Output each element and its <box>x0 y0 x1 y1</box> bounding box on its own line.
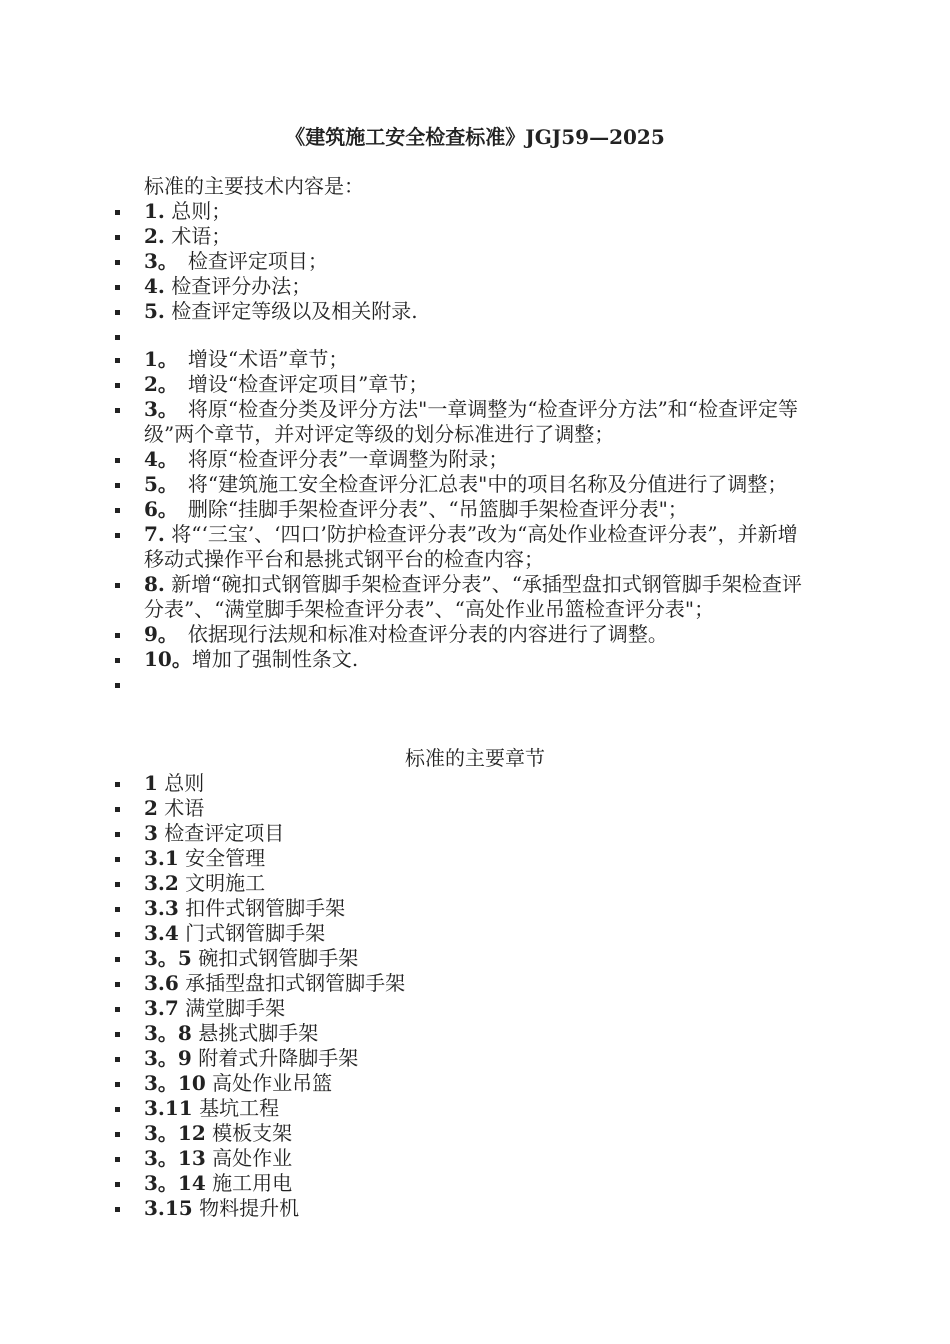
item-number: 3.3 <box>144 896 179 920</box>
item-text: 附着式升降脚手架 <box>191 1046 359 1070</box>
item-number: 8. <box>144 572 165 596</box>
item-number: 2. <box>144 224 165 248</box>
item-text: 增设“检查评定项目”章节； <box>167 372 429 396</box>
item-text: 文明施工 <box>178 871 266 895</box>
list-item <box>0 672 804 697</box>
item-text: 检查评定项目 <box>157 821 285 845</box>
item-text: 悬挑式脚手架 <box>191 1021 319 1045</box>
item-number: 1 <box>144 771 158 795</box>
item-text: 总则； <box>164 199 232 223</box>
item-text: 模板支架 <box>205 1121 293 1145</box>
list-item <box>0 522 804 572</box>
list-item <box>0 821 804 846</box>
item-text: 增加了强制性条文. <box>191 647 359 671</box>
item-number: 3。9 <box>144 1046 192 1070</box>
item-text: 施工用电 <box>205 1171 293 1195</box>
list-item <box>0 1146 804 1171</box>
chapters-heading: 标准的主要章节 <box>405 746 545 770</box>
item-number: 3.1 <box>144 846 179 870</box>
list-item <box>0 572 804 622</box>
list-item <box>0 1021 804 1046</box>
list-item <box>0 946 804 971</box>
list-item <box>0 1071 804 1096</box>
list-item <box>0 1121 804 1146</box>
item-text: 物料提升机 <box>192 1196 300 1220</box>
item-number: 3。13 <box>144 1146 206 1170</box>
item-text: 高处作业 <box>205 1146 293 1170</box>
item-text: 依据现行法规和标准对检查评分表的内容进行了调整。 <box>167 622 668 646</box>
list-item <box>0 397 804 447</box>
item-number: 3。 <box>144 249 168 273</box>
item-text: 将原“检查分类及评分方法"一章调整为“检查评分方法”和“检查评定等级”两个章节，并对评定等级的划分标准进行了调整； <box>144 397 799 446</box>
item-number: 3.11 <box>144 1096 193 1120</box>
list-item <box>0 347 804 372</box>
list-item <box>0 1196 804 1221</box>
item-text: 新增“碗扣式钢管脚手架检查评分表”、“承插型盘扣式钢管脚手架检查评分表”、“满堂脚手架检查评分表”、“高处作业吊篮检查评分表"； <box>144 572 802 621</box>
item-text: 安全管理 <box>178 846 266 870</box>
item-number: 3。 <box>144 397 168 421</box>
item-number: 3。8 <box>144 1021 192 1045</box>
item-text: 总则 <box>157 771 205 795</box>
item-number: 7. <box>144 522 165 546</box>
item-number: 1。 <box>144 347 168 371</box>
item-text: 检查评定项目； <box>167 249 328 273</box>
list-item <box>0 921 804 946</box>
list-item <box>0 1096 804 1121</box>
item-text: 删除“挂脚手架检查评分表”、“吊篮脚手架检查评分表"； <box>167 497 688 521</box>
item-text: 基坑工程 <box>192 1096 280 1120</box>
item-number: 3.15 <box>144 1196 193 1220</box>
list-item <box>0 497 804 522</box>
item-number: 3。5 <box>144 946 192 970</box>
list-item <box>0 249 804 274</box>
list-item <box>0 472 804 497</box>
list-item <box>0 1046 804 1071</box>
chapters-list <box>0 771 950 1221</box>
list-item <box>0 846 804 871</box>
item-text: 将“‘三宝’、‘四口’防护检查评分表”改为“高处作业检查评分表”，并新增移动式操作平台和悬挑式钢平台的检查内容； <box>144 522 798 571</box>
item-number: 3。10 <box>144 1071 206 1095</box>
item-number: 3.7 <box>144 996 179 1020</box>
item-number: 6。 <box>144 497 168 521</box>
technical-contents-list <box>0 199 950 349</box>
item-number: 9。 <box>144 622 168 646</box>
list-item <box>0 871 804 896</box>
item-text: 检查评定等级以及相关附录. <box>164 299 418 323</box>
item-text: 高处作业吊篮 <box>205 1071 333 1095</box>
list-item <box>0 896 804 921</box>
item-text: 将原“检查评分表”一章调整为附录； <box>167 447 509 471</box>
item-number: 2。 <box>144 372 168 396</box>
list-item <box>0 447 804 472</box>
intro-text: 标准的主要技术内容是： <box>144 174 364 198</box>
item-text: 门式钢管脚手架 <box>178 921 326 945</box>
list-item <box>0 996 804 1021</box>
document-title: 《建筑施工安全检查标准》JGJ59—2025 <box>285 125 665 149</box>
list-item <box>0 622 804 647</box>
list-item <box>0 199 804 224</box>
list-item <box>0 771 804 796</box>
item-text: 扣件式钢管脚手架 <box>178 896 346 920</box>
item-number: 5。 <box>144 472 168 496</box>
item-number: 3。12 <box>144 1121 206 1145</box>
list-item <box>0 324 804 349</box>
list-item <box>0 1171 804 1196</box>
item-text: 满堂脚手架 <box>178 996 286 1020</box>
item-number: 10。 <box>144 647 192 671</box>
item-number: 5. <box>144 299 165 323</box>
item-text: 将“建筑施工安全检查评分汇总表"中的项目名称及分值进行了调整； <box>167 472 788 496</box>
item-text: 碗扣式钢管脚手架 <box>191 946 359 970</box>
list-item <box>0 224 804 249</box>
item-number: 2 <box>144 796 158 820</box>
item-number: 3.6 <box>144 971 179 995</box>
list-item <box>0 299 804 324</box>
item-number: 1. <box>144 199 165 223</box>
list-item <box>0 971 804 996</box>
item-number: 3.2 <box>144 871 179 895</box>
item-text: 术语； <box>164 224 232 248</box>
list-item <box>0 647 804 672</box>
item-number: 3.4 <box>144 921 179 945</box>
item-number: 3 <box>144 821 158 845</box>
item-number: 4. <box>144 274 165 298</box>
revisions-list <box>0 347 950 697</box>
item-text: 承插型盘扣式钢管脚手架 <box>178 971 406 995</box>
item-number: 4。 <box>144 447 168 471</box>
list-item <box>0 796 804 821</box>
item-text: 检查评分办法； <box>164 274 312 298</box>
list-item <box>0 274 804 299</box>
item-text: 增设“术语”章节； <box>167 347 349 371</box>
item-number: 3。14 <box>144 1171 206 1195</box>
item-text: 术语 <box>157 796 205 820</box>
list-item <box>0 372 804 397</box>
